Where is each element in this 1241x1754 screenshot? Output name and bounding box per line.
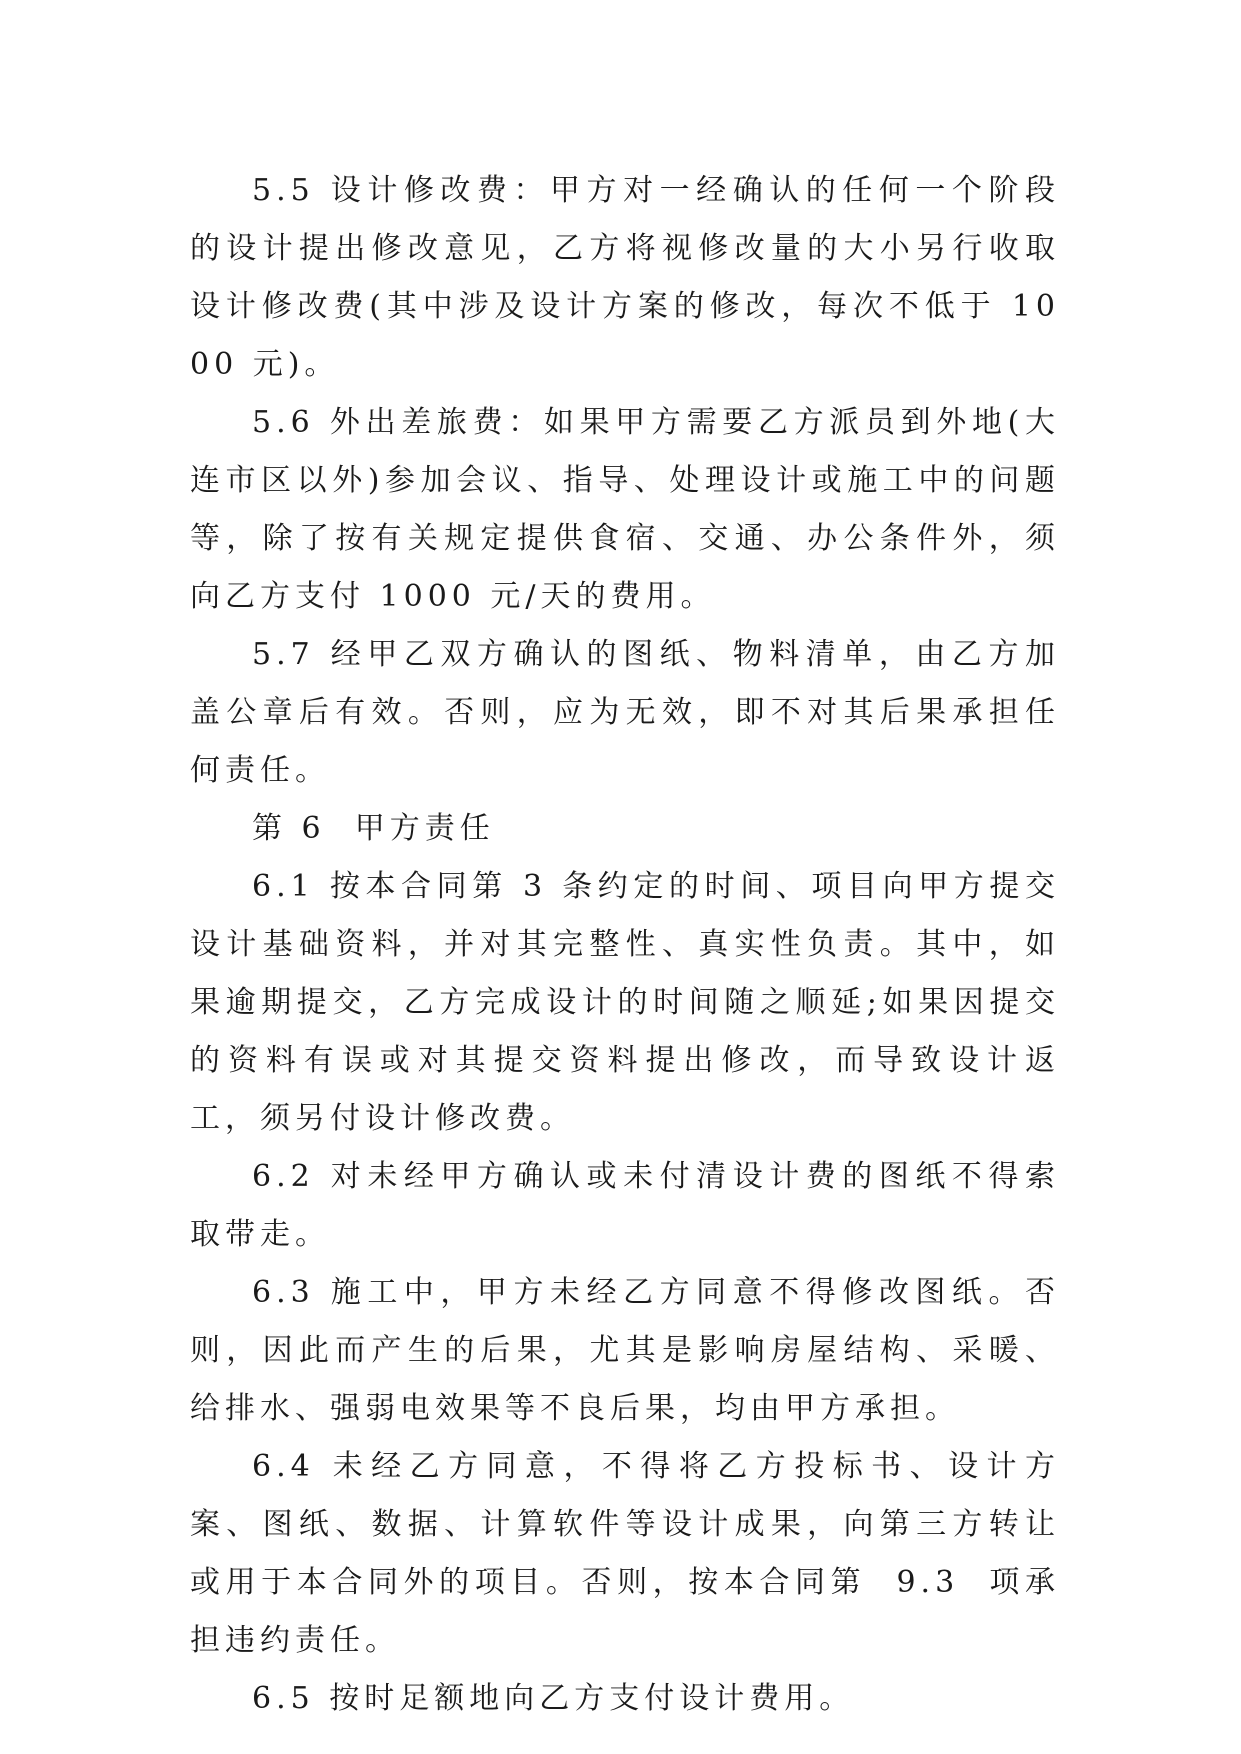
paragraph-5-5: 5.5 设计修改费：甲方对一经确认的任何一个阶段的设计提出修改意见，乙方将视修改量的大小另行收取设计修改费(其中涉及设计方案的修改，每次不低于 1000 元)。 <box>190 173 1060 382</box>
paragraph-6-3: 6.3 施工中，甲方未经乙方同意不得修改图纸。否则，因此而产生的后果，尤其是影响房屋结构、采暖、给排水、强弱电效果等不良后果，均由甲方承担。 <box>190 1275 1060 1426</box>
section-heading-6: 第 6 甲方责任 <box>252 811 495 846</box>
document-body <box>190 162 1060 1728</box>
paragraph-5-7: 5.7 经甲乙双方确认的图纸、物料清单，由乙方加盖公章后有效。否则，应为无效，即不对其后果承担任何责任。 <box>190 637 1060 788</box>
paragraph-6-2: 6.2 对未经甲方确认或未付清设计费的图纸不得索取带走。 <box>190 1159 1060 1252</box>
paragraph-5-6: 5.6 外出差旅费：如果甲方需要乙方派员到外地(大连市区以外)参加会议、指导、处理设计或施工中的问题等，除了按有关规定提供食宿、交通、办公条件外，须向乙方支付 1000 元/天的费用。 <box>190 405 1060 614</box>
paragraph-6-1: 6.1 按本合同第 3 条约定的时间、项目向甲方提交设计基础资料，并对其完整性、真实性负责。其中，如果逾期提交，乙方完成设计的时间随之顺延;如果因提交的资料有误或对其提交资料提出修改，而导致设计返工，须另付设计修改费。 <box>190 869 1060 1136</box>
paragraph-6-4: 6.4 未经乙方同意，不得将乙方投标书、设计方案、图纸、数据、计算软件等设计成果，向第三方转让或用于本合同外的项目。否则，按本合同第 9.3 项承担违约责任。 <box>190 1449 1060 1658</box>
paragraph-6-5: 6.5 按时足额地向乙方支付设计费用。 <box>252 1681 855 1716</box>
